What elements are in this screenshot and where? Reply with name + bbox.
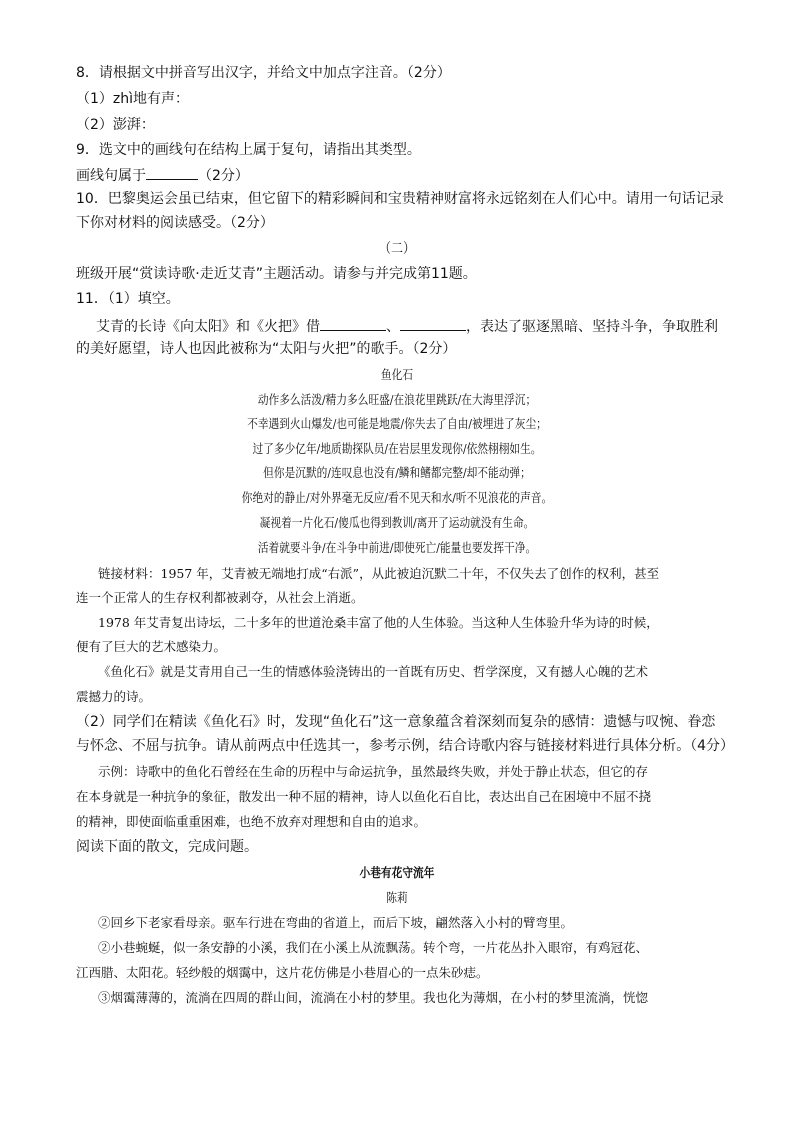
prose-instruction: 阅读下面的散文，完成问题。 <box>76 839 258 855</box>
q11-2-line-1: （2）同学们在精读《鱼化石》时，发现“鱼化石”这一意象蕴含着深刻而复杂的感情：遗憾与叹惋、眷恋 <box>76 714 716 730</box>
q8-item-1: （1）zhì地有声： <box>76 91 190 107</box>
link-material-p2-line-1: 1978 年艾青复出诗坛，二十多年的世道沧桑丰富了他的人生体验。当这种人生体验升华为诗的时候， <box>98 615 659 630</box>
poem-line: 不幸遇到火山爆发/也可能是地震/你失去了自由/被埋进了灰尘； <box>247 416 547 431</box>
link-material-p1-line-2: 连一个正常人的生存权利都被剥夺，从社会上消逝。 <box>76 590 364 605</box>
q11-fill-b: 、 <box>386 319 400 335</box>
poem-line: 活着就要斗争/在斗争中前进/即使死亡/能量也要发挥干净。 <box>257 540 537 555</box>
q8-stem: 8．请根据文中拼音写出汉字，并给文中加点字注音。（2分） <box>76 65 451 81</box>
prose-paragraph-3-line-2: 江西腊、太阳花。轻纱般的烟霭中，这片花仿佛是小巷眉心的一点朱砂痣。 <box>76 965 489 980</box>
example-line-3: 的精神，即使面临重重困难，也绝不放弃对理想和自由的追求。 <box>76 814 427 829</box>
q9-answer-line <box>76 165 249 185</box>
link-material-p2-line-2: 便有了巨大的艺术感染力。 <box>76 639 227 654</box>
q9-answer-blank[interactable] <box>146 165 198 180</box>
poem-line: 过了多少亿年/地质勘探队员/在岩层里发现你/依然栩栩如生。 <box>252 441 542 456</box>
q11-fill-line-2: 的美好愿望，诗人也因此被称为“太阳与火把”的歌手。（2分） <box>76 341 457 357</box>
q9-stem: 9．选文中的画线句在结构上属于复句，请指出其类型。 <box>76 142 421 158</box>
q11-blank-1[interactable] <box>320 316 386 331</box>
section-intro: 班级开展“赏读诗歌·走近艾青”主题活动。请参与并完成第11题。 <box>76 266 477 282</box>
q10-line-2: 下你对材料的阅读感受。（2分） <box>76 215 274 231</box>
prose-paragraph-2: ②回乡下老家看母亲。驱车行进在弯曲的省道上，而后下坡，翩然落入小村的臂弯里。 <box>98 915 574 930</box>
q11-label: 11．（1）填空。 <box>76 291 180 307</box>
q8-item-2: （2）澎湃： <box>76 117 155 133</box>
example-line-1: 示例：诗歌中的鱼化石曾经在生命的历程中与命运抗争，虽然最终失败，并处于静止状态，但它的存 <box>98 764 649 779</box>
prose-author: 陈莉 <box>386 890 408 905</box>
q11-blank-2[interactable] <box>400 316 466 331</box>
prose-paragraph-3-line-1: ②小巷蜿蜒，似一条安静的小溪，我们在小溪上从流飘荡。转个弯，一片花丛扑入眼帘，有鸡冠花、 <box>98 940 649 955</box>
q9-answer-prefix: 画线句属于 <box>76 168 146 184</box>
q11-fill-c: ，表达了驱逐黑暗、坚持斗争，争取胜利 <box>466 319 718 335</box>
prose-title: 小巷有花守流年 <box>359 865 435 880</box>
section-heading: （二） <box>379 241 415 257</box>
prose-paragraph-4-line-1: ③烟霭薄薄的，流淌在四周的群山间，流淌在小村的梦里。我也化为薄烟，在小村的梦里流淌，恍惚 <box>98 990 649 1005</box>
link-material-p3-line-2: 震撼力的诗。 <box>76 689 152 704</box>
link-material-p1-line-1: 链接材料：1957 年，艾青被无端地打成“右派”，从此被迫沉默二十年，不仅失去了创作的权利，甚至 <box>98 566 660 581</box>
link-material-p3-line-1: 《鱼化石》就是艾青用自己一生的情感体验浇铸出的一首既有历史、哲学深度，又有撼人心魄的艺术 <box>98 664 649 679</box>
q10-line-1: 10．巴黎奥运会虽已结束，但它留下的精彩瞬间和宝贵精神财富将永远铭刻在人们心中。请用一句话记录 <box>76 191 724 207</box>
poem-line: 凝视着一片化石/傻瓜也得到教训/离开了运动就没有生命。 <box>259 515 535 530</box>
q11-fill-a: 艾青的长诗《向太阳》和《火把》借 <box>96 319 320 335</box>
q9-answer-suffix: （2分） <box>198 168 249 184</box>
poem-line: 动作多么活泼/精力多么旺盛/在浪花里跳跃/在大海里浮沉； <box>257 392 537 407</box>
q11-2-line-2: 与怀念、不屈与抗争。请从前两点中任选其一，参考示例，结合诗歌内容与链接材料进行具体分析。（4分） <box>76 738 734 754</box>
poem-line: 你绝对的静止/对外界毫无反应/看不见天和水/听不见浪花的声音。 <box>241 490 553 505</box>
poem-title: 鱼化石 <box>380 367 414 382</box>
example-line-2: 在本身就是一种抗争的象征，散发出一种不屈的精神，诗人以鱼化石自比，表达出自己在困境中不屈不挠 <box>76 789 652 804</box>
poem-line: 但你是沉默的/连叹息也没有/鳞和鳍都完整/却不能动弹； <box>263 465 531 480</box>
q11-fill-line <box>96 316 718 336</box>
